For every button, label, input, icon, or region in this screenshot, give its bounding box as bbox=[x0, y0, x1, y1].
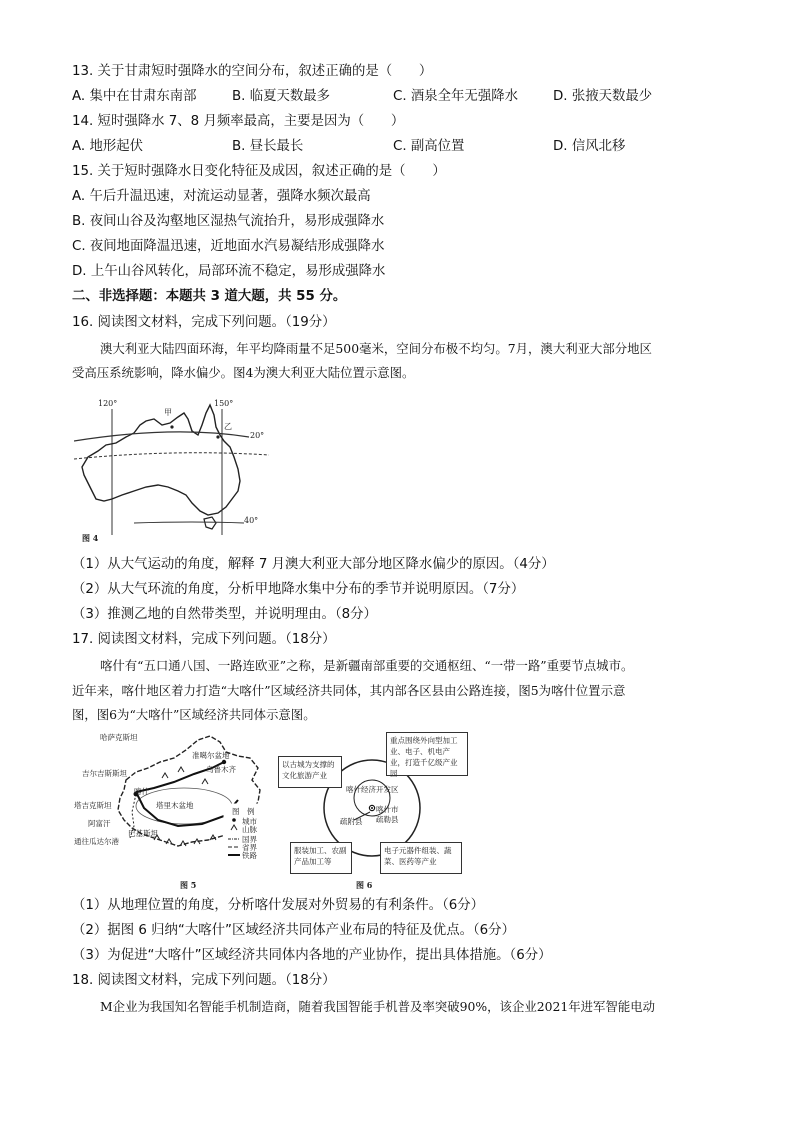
label-40-degrees: 40° bbox=[244, 516, 259, 525]
label-tarim-basin: 塔里木盆地 bbox=[156, 801, 194, 810]
label-jia: 甲 bbox=[164, 408, 172, 417]
label-kazakhstan: 哈萨克斯坦 bbox=[100, 733, 138, 742]
label-yi: 乙 bbox=[224, 422, 232, 431]
label-kyrgyzstan: 吉尔吉斯斯坦 bbox=[82, 769, 127, 778]
box-cultural-tourism: 以古城为支撑的文化旅游产业 bbox=[278, 756, 342, 788]
q14-stem: 14. 短时强降水 7、8 月频率最高，主要是因为（ ） bbox=[72, 114, 405, 129]
label-urumqi: 乌鲁木齐 bbox=[206, 765, 236, 774]
label-junggar-basin: 准噶尔盆地 bbox=[192, 751, 230, 760]
q14-option-a: A. 地形起伏 bbox=[72, 139, 143, 154]
q17-material-line2: 近年来，喀什地区着力打造“大喀什”区域经济共同体，其内部各区县由公路连接，图5为喀什位置示意 bbox=[72, 683, 626, 698]
q13-option-c: C. 酒泉全年无强降水 bbox=[393, 89, 518, 104]
label-20-degrees: 20° bbox=[250, 431, 265, 440]
label-tajikistan: 塔吉克斯坦 bbox=[74, 801, 112, 810]
q13-option-a: A. 集中在甘肃东南部 bbox=[72, 89, 197, 104]
label-150-degrees: 150° bbox=[214, 399, 234, 408]
figure-4-australia-map bbox=[74, 395, 274, 545]
box-garment-agri: 服装加工、农副产品加工等 bbox=[290, 842, 352, 874]
q16-material-line2: 受高压系统影响，降水偏少。图4为澳大利亚大陆位置示意图。 bbox=[72, 365, 415, 380]
q14-option-b: B. 昼长最长 bbox=[232, 139, 304, 154]
q17-stem: 17. 阅读图文材料，完成下列问题。（18分） bbox=[72, 632, 336, 647]
q18-material-line1: M企业为我国知名智能手机制造商，随着我国智能手机普及率突破90%，该企业2021年进军智能电动 bbox=[100, 999, 655, 1014]
q15-option-b: B. 夜间山谷及沟壑地区湿热气流抬升，易形成强降水 bbox=[72, 214, 385, 229]
q16-sub3: （3）推测乙地的自然带类型，并说明理由。（8分） bbox=[72, 607, 377, 622]
box-electronics-medicine: 电子元器件组装、蔬菜、医药等产业 bbox=[380, 842, 462, 874]
q17-sub2: （2）据图 6 归纳“大喀什”区域经济共同体产业布局的特征及优点。（6分） bbox=[72, 923, 515, 938]
legend-mountain: 山脉 bbox=[242, 825, 257, 834]
label-economic-zone: 喀什经济开发区 bbox=[346, 785, 399, 794]
label-afghanistan: 阿富汗 bbox=[88, 819, 111, 828]
label-shufu-county: 疏附县 bbox=[340, 817, 363, 826]
q16-sub1: （1）从大气运动的角度，解释 7 月澳大利亚大部分地区降水偏少的原因。（4分） bbox=[72, 557, 555, 572]
label-to-gwadar: 通往瓜达尔港 bbox=[74, 837, 119, 846]
legend-title: 图 例 bbox=[232, 807, 255, 816]
label-kashgar-city: 喀什市 bbox=[376, 805, 399, 814]
q17-sub3: （3）为促进“大喀什”区域经济共同体内各地的产业协作，提出具体措施。（6分） bbox=[72, 948, 552, 963]
label-shule-county: 疏勒县 bbox=[376, 815, 399, 824]
q14-option-d: D. 信风北移 bbox=[553, 139, 626, 154]
label-pakistan: 巴基斯坦 bbox=[128, 829, 158, 838]
q16-material-line1: 澳大利亚大陆四面环海，年平均降雨量不足500毫米，空间分布极不均匀。7月，澳大利亚大部分地区 bbox=[100, 341, 652, 356]
q15-option-c: C. 夜间地面降温迅速，近地面水汽易凝结形成强降水 bbox=[72, 239, 385, 254]
section-heading: 二、非选择题：本题共 3 道大题，共 55 分。 bbox=[72, 289, 347, 304]
q17-sub1: （1）从地理位置的角度，分析喀什发展对外贸易的有利条件。（6分） bbox=[72, 898, 485, 913]
legend-national-border: 国界 bbox=[242, 835, 257, 844]
q17-material-line3: 图，图6为“大喀什”区域经济共同体示意图。 bbox=[72, 707, 316, 722]
figure-6-caption: 图 6 bbox=[356, 880, 373, 890]
q16-sub2: （2）从大气环流的角度，分析甲地降水集中分布的季节并说明原因。（7分） bbox=[72, 582, 525, 597]
figure-5-caption: 图 5 bbox=[180, 880, 197, 890]
legend-provincial-border: 省界 bbox=[242, 843, 257, 852]
q15-option-d: D. 上午山谷风转化，局部环流不稳定，易形成强降水 bbox=[72, 264, 386, 279]
figure-4-caption: 图 4 bbox=[82, 533, 99, 543]
figure-5-kashgar-location-map bbox=[74, 728, 270, 892]
box-export-processing: 重点围绕外向型加工业、电子、机电产业，打造千亿级产业园 bbox=[386, 732, 468, 776]
q16-stem: 16. 阅读图文材料，完成下列问题。（19分） bbox=[72, 315, 336, 330]
q14-option-c: C. 副高位置 bbox=[393, 139, 465, 154]
q13-option-d: D. 张掖天数最少 bbox=[553, 89, 653, 104]
legend-railway: 铁路 bbox=[242, 851, 257, 860]
label-kashgar: 喀什 bbox=[134, 787, 149, 796]
q17-material-line1: 喀什有“五口通八国、一路连欧亚”之称，是新疆南部重要的交通枢纽、“一带一路”重要节点城市。 bbox=[100, 658, 634, 673]
q13-option-b: B. 临夏天数最多 bbox=[232, 89, 331, 104]
q15-stem: 15. 关于短时强降水日变化特征及成因，叙述正确的是（ ） bbox=[72, 164, 446, 179]
legend-city: 城市 bbox=[242, 817, 257, 826]
q13-stem: 13. 关于甘肃短时强降水的空间分布，叙述正确的是（ ） bbox=[72, 64, 433, 79]
figure-6-greater-kashgar-diagram bbox=[276, 728, 470, 892]
q15-option-a: A. 午后升温迅速，对流运动显著，强降水频次最高 bbox=[72, 189, 371, 204]
label-120-degrees: 120° bbox=[98, 399, 118, 408]
q18-stem: 18. 阅读图文材料，完成下列问题。（18分） bbox=[72, 973, 336, 988]
